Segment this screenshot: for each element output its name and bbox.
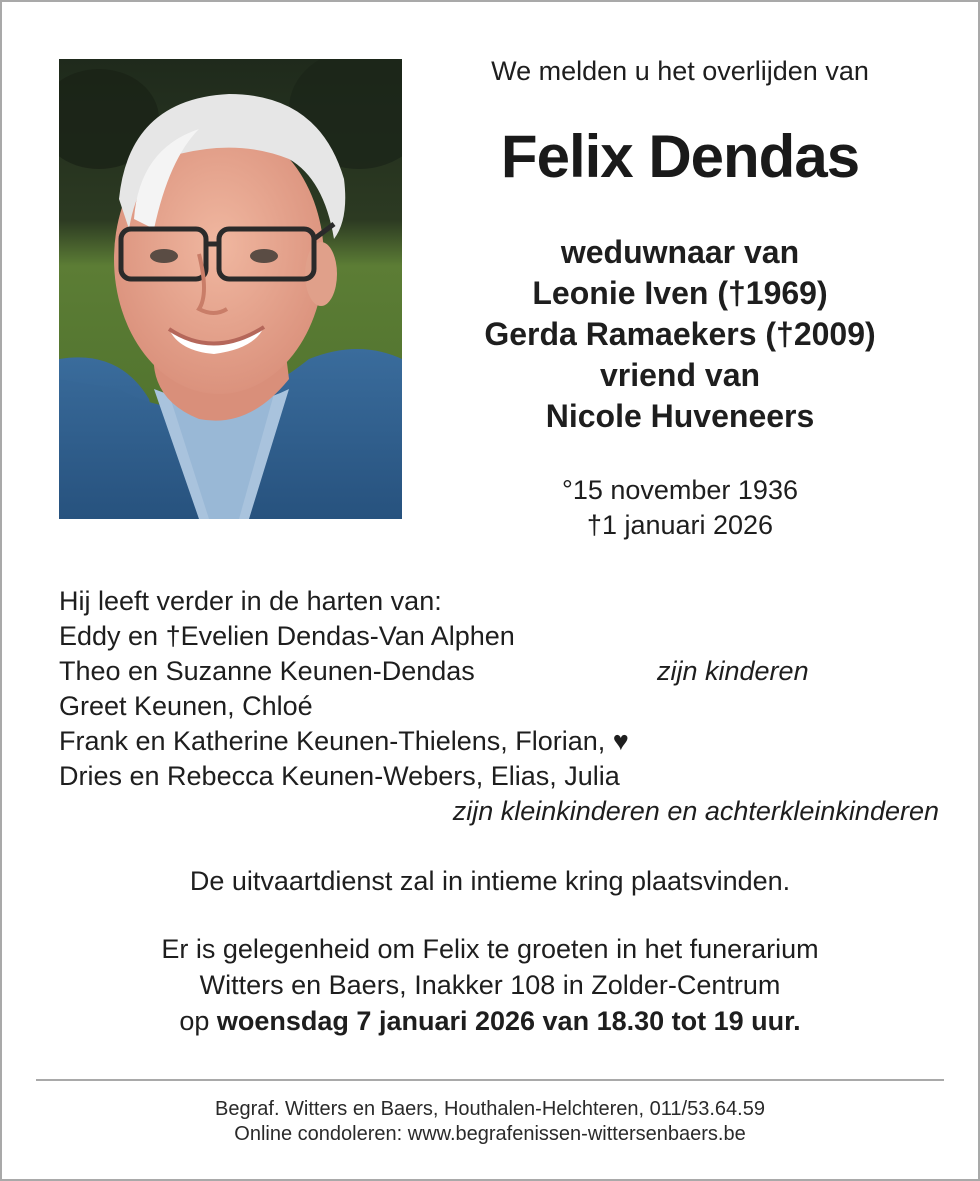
survivors-list (59, 584, 939, 829)
birth-date: °15 november 1936 (562, 475, 798, 505)
life-dates (420, 473, 940, 543)
visitation-line: Witters en Baers, Inakker 108 in Zolder-Centrum (199, 970, 781, 1000)
death-date: †1 januari 2026 (586, 510, 774, 540)
relations-block (420, 232, 940, 437)
grandchildren-label: zijn kleinkinderen en achterkleinkinderen (452, 796, 939, 826)
footer (20, 1097, 960, 1147)
survivor-line: Theo en Suzanne Keunen-Dendas (59, 656, 475, 686)
survivor-line: Eddy en †Evelien Dendas-Van Alphen (59, 621, 515, 651)
children-label: zijn kinderen (657, 656, 809, 686)
survivor-line-with-tag (59, 654, 939, 689)
deceased-name: Felix Dendas (500, 123, 860, 190)
relation-line: Nicole Huveneers (545, 398, 815, 434)
relation-line: weduwnaar van (560, 234, 800, 270)
relation-line: vriend van (599, 357, 761, 393)
visitation-line: Er is gelegenheid om Felix te groeten in het funerarium (161, 934, 819, 964)
visitation-prefix: op (179, 1006, 210, 1036)
visitation-line (20, 1003, 960, 1039)
relation-line: Leonie Iven (†1969) (532, 275, 828, 311)
portrait-photo (59, 59, 402, 519)
visitation-datetime: woensdag 7 januari 2026 van 18.30 tot 19 uur. (216, 1006, 801, 1036)
survivor-line: Frank en Katherine Keunen-Thielens, Florian, ♥ (59, 726, 629, 756)
footer-divider (36, 1079, 944, 1081)
service-notice: De uitvaartdienst zal in intieme kring plaatsvinden. (189, 866, 791, 896)
survivor-line: Greet Keunen, Chloé (59, 691, 313, 721)
survivors-heading: Hij leeft verder in de harten van: (59, 586, 442, 616)
online-condolence-link[interactable]: Online condoleren: www.begrafenissen-wittersenbaers.be (234, 1123, 746, 1145)
survivor-line: Dries en Rebecca Keunen-Webers, Elias, Julia (59, 761, 620, 791)
relation-line: Gerda Ramaekers (†2009) (484, 316, 876, 352)
visitation-notice (20, 931, 960, 1039)
grandchildren-row (59, 794, 939, 829)
funeral-home-info: Begraf. Witters en Baers, Houthalen-Helchteren, 011/53.64.59 (215, 1098, 765, 1120)
announcement-intro: We melden u het overlijden van (491, 56, 869, 86)
